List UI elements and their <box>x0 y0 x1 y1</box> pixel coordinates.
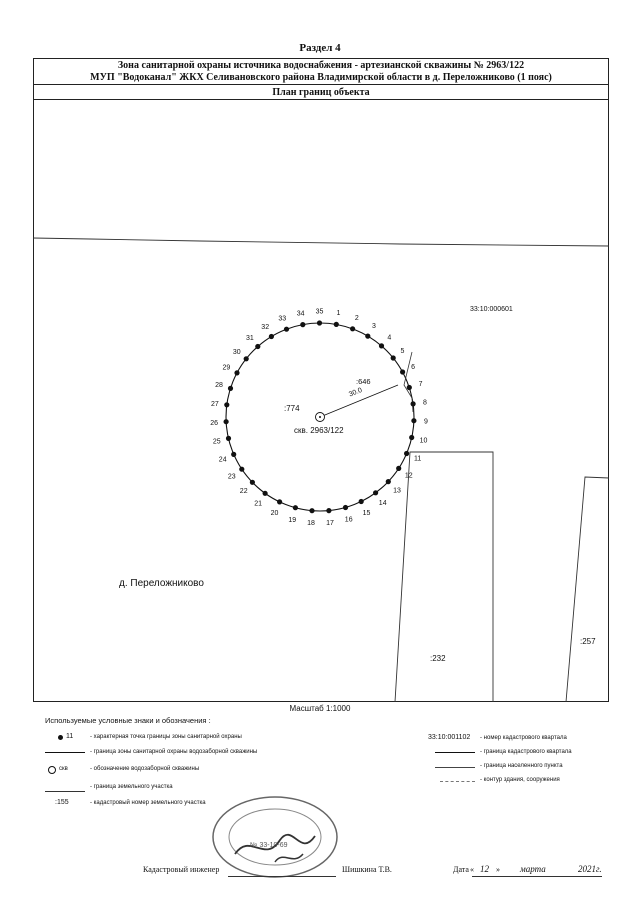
boundary-point-label: 20 <box>270 510 279 518</box>
quarter-boundary-line <box>33 238 609 246</box>
date-underline <box>472 876 602 877</box>
legend-title: Используемые условные знаки и обозначения : <box>45 716 211 725</box>
boundary-point <box>411 418 416 423</box>
boundary-point-label: 34 <box>296 310 305 318</box>
boundary-point-label: 11 <box>414 455 422 463</box>
boundary-point-label: 23 <box>227 473 236 481</box>
boundary-point <box>334 322 339 327</box>
parcel-774-label: :774 <box>284 404 300 413</box>
boundary-point <box>226 436 231 441</box>
boundary-point-label: 18 <box>307 520 315 528</box>
parcel-num-legend-symbol: :155 <box>55 799 69 806</box>
boundary-point-label: 35 <box>315 308 324 316</box>
well-legend-symbol: скв <box>59 766 68 772</box>
boundary-point-label: 31 <box>246 335 254 342</box>
boundary-point-label: 22 <box>239 488 248 496</box>
boundary-point-label: 3 <box>371 323 376 331</box>
boundary-point <box>224 402 229 407</box>
engineer-name: Шишкина Т.В. <box>342 865 392 874</box>
building-legend-desc: - контур здания, сооружения <box>480 777 560 783</box>
engineer-label: Кадастровый инженер <box>143 865 220 874</box>
section-title: Раздел 4 <box>299 42 341 54</box>
stamp-number: № 33-10-69 <box>250 842 288 849</box>
boundary-point-label: 17 <box>326 520 334 527</box>
boundary-point <box>396 466 401 471</box>
boundary-point-label: 14 <box>378 499 387 507</box>
boundary-point <box>379 343 384 348</box>
plan-title: План границ объекта <box>272 87 370 98</box>
boundary-point-label: 30 <box>232 348 241 356</box>
boundary-point-label: 33 <box>278 315 287 323</box>
quarter-legend-desc: - номер кадастрового квартала <box>480 735 567 741</box>
quarter-number: 33:10:000601 <box>470 306 513 313</box>
date-label: Дата <box>453 865 469 874</box>
boundary-point <box>277 499 282 504</box>
date-open-quote: « <box>470 865 474 874</box>
boundary-point-label: 8 <box>423 399 427 407</box>
boundary-point <box>250 480 255 485</box>
boundary-point <box>400 369 405 374</box>
quarter-boundary-legend-desc: - граница кадастрового квартала <box>480 749 572 755</box>
settlement-label: д. Переложниково <box>119 578 204 589</box>
boundary-point <box>373 490 378 495</box>
boundary-point <box>317 320 322 325</box>
boundary-point <box>284 327 289 332</box>
boundary-point-label: 12 <box>404 472 413 480</box>
boundary-point <box>300 322 305 327</box>
boundary-point <box>234 370 239 375</box>
well-legend-icon <box>48 766 56 774</box>
parcel-232-outline <box>395 452 493 702</box>
building-legend-line <box>440 781 475 782</box>
parcel-646-label: :646 <box>356 377 371 386</box>
boundary-point <box>350 326 355 331</box>
boundary-point <box>359 499 364 504</box>
boundary-point <box>231 452 236 457</box>
stamp-seal <box>205 792 345 882</box>
object-owner: МУП "Водоканал" ЖКХ Селивановского района Владимирской области в д. Переложниково (1 пояс) <box>90 72 552 83</box>
quarter-legend-symbol: 33:10:001102 <box>428 734 471 741</box>
boundary-point-label: 4 <box>387 334 392 342</box>
boundary-point-label: 2 <box>354 315 359 323</box>
settlement-boundary-legend-desc: - граница населенного пункта <box>480 763 563 769</box>
parcel-257-label: :257 <box>580 637 596 646</box>
settlement-boundary-legend-line <box>435 767 475 768</box>
point-legend-icon <box>58 735 63 740</box>
boundary-point-label: 21 <box>254 500 262 508</box>
boundary-point-label: 16 <box>344 516 353 524</box>
well-label: скв. 2963/122 <box>294 426 344 435</box>
boundary-point <box>407 385 412 390</box>
date-month: марта <box>520 864 546 874</box>
signature-line <box>228 876 336 877</box>
boundary-point-label: 32 <box>261 323 270 331</box>
boundary-point-label: 6 <box>411 363 416 371</box>
boundary-point-label: 29 <box>222 364 231 372</box>
boundary-point-label: 7 <box>418 381 423 389</box>
zone-legend-desc: - граница зоны санитарной охраны водозаборной скважины <box>90 749 258 755</box>
parcel-boundary-legend-line <box>45 791 85 792</box>
radius-label: 30.0 <box>348 386 364 399</box>
boundary-point <box>239 467 244 472</box>
boundary-point <box>365 334 370 339</box>
scale-label: Масштаб 1:1000 <box>289 704 351 713</box>
parcel-boundary-legend-desc: - граница земельного участка <box>90 784 173 790</box>
parcel-257-outline <box>566 477 609 702</box>
boundary-point-label: 10 <box>419 437 428 445</box>
boundary-point <box>391 355 396 360</box>
boundary-point <box>404 451 409 456</box>
boundary-point-label: 28 <box>215 382 223 390</box>
quarter-boundary-legend-line <box>435 752 475 753</box>
object-title: Зона санитарной охраны источника водоснабжения - артезианской скважины № 2963/122 <box>117 60 525 71</box>
boundary-point <box>343 505 348 510</box>
boundary-point-label: 25 <box>212 438 221 446</box>
boundary-point-label: 24 <box>218 456 227 464</box>
boundary-point-label: 26 <box>210 419 218 427</box>
boundary-point <box>228 386 233 391</box>
well-legend-desc: - обозначение водозаборной скважины <box>90 766 200 772</box>
point-legend-desc: - характерная точка границы зоны санитарной охраны <box>90 734 242 740</box>
zone-legend-line <box>45 752 85 753</box>
boundary-point <box>255 344 260 349</box>
boundary-point <box>293 505 298 510</box>
boundary-point-label: 1 <box>336 310 341 318</box>
boundary-point-label: 5 <box>400 348 405 355</box>
boundary-point-label: 15 <box>362 509 371 517</box>
boundary-point <box>224 419 229 424</box>
boundary-point <box>263 491 268 496</box>
boundary-point <box>269 334 274 339</box>
point-legend-symbol: 11 <box>66 733 74 740</box>
parcel-num-legend-desc: - кадастровый номер земельного участка <box>90 800 206 806</box>
boundary-point <box>244 356 249 361</box>
boundary-point <box>411 401 416 406</box>
boundary-point-label: 19 <box>288 516 297 524</box>
boundary-point-label: 9 <box>423 418 428 426</box>
boundary-point <box>326 508 331 513</box>
parcel-232-label: :232 <box>430 654 446 663</box>
boundary-point-label: 13 <box>393 487 401 495</box>
boundary-point-label: 27 <box>211 400 219 408</box>
boundary-point <box>309 508 314 513</box>
date-day: 12 <box>480 864 489 874</box>
date-year: 2021г. <box>578 864 602 874</box>
date-close-quote: » <box>496 865 500 874</box>
boundary-point <box>386 479 391 484</box>
boundary-point <box>409 435 414 440</box>
